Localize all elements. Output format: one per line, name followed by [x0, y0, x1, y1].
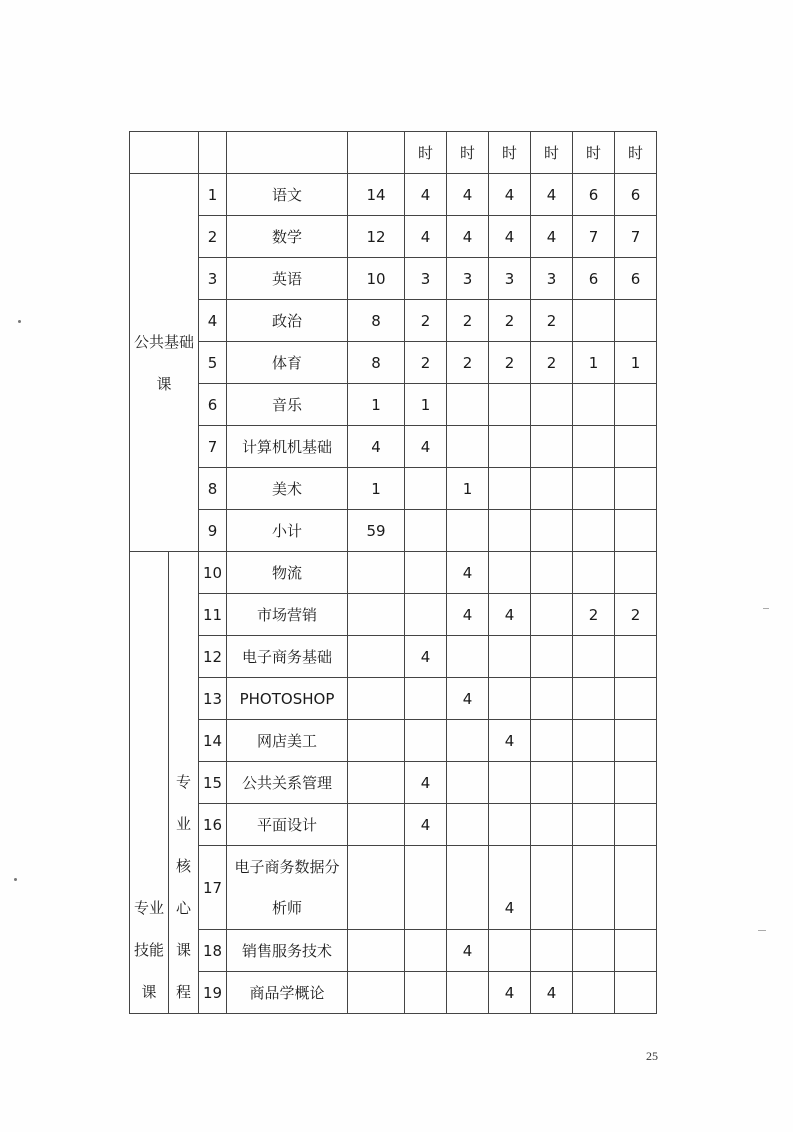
semester-hours: 4: [447, 216, 489, 258]
semester-hours: [489, 762, 531, 804]
scan-speck: [763, 608, 769, 609]
course-number: 16: [199, 804, 227, 846]
semester-hours: 4: [489, 216, 531, 258]
semester-hours: [615, 300, 657, 342]
header-blank-cell: [199, 132, 227, 174]
table-row: [130, 510, 657, 552]
total-hours: [348, 972, 405, 1014]
semester-hours: [447, 636, 489, 678]
semester-hours: 4: [531, 174, 573, 216]
total-hours: [348, 720, 405, 762]
table-row: [130, 174, 657, 216]
semester-hours: 2: [447, 300, 489, 342]
total-hours: 8: [348, 342, 405, 384]
semester-hours: [573, 552, 615, 594]
course-name: 销售服务技术: [227, 930, 348, 972]
semester-hours: [447, 510, 489, 552]
group-label-line: 技能: [133, 941, 164, 959]
course-number: 2: [199, 216, 227, 258]
course-number: 15: [199, 762, 227, 804]
course-name: 商品学概论: [227, 972, 348, 1014]
semester-hours: 6: [573, 258, 615, 300]
semester-hours: [573, 384, 615, 426]
semester-hours: [573, 678, 615, 720]
course-name: [227, 846, 348, 930]
course-name-line: 电子商务数据分: [234, 857, 340, 876]
semester-hours: [447, 972, 489, 1014]
course-number: 10: [199, 552, 227, 594]
semester-hours: [615, 720, 657, 762]
course-name: 物流: [227, 552, 348, 594]
course-number: 1: [199, 174, 227, 216]
course-name: 美术: [227, 468, 348, 510]
table-row: [130, 468, 657, 510]
semester-hours: 2: [531, 300, 573, 342]
subgroup-label-char: 心: [175, 899, 191, 917]
semester-hours: [489, 678, 531, 720]
page-number: 25: [646, 1049, 658, 1063]
subgroup-core-label: [169, 552, 199, 1014]
table-row: [130, 972, 657, 1014]
semester-hours: [615, 426, 657, 468]
table-row: [130, 216, 657, 258]
semester-hours: [489, 930, 531, 972]
table-row: [130, 258, 657, 300]
semester-hours: [531, 930, 573, 972]
semester-hours: 7: [573, 216, 615, 258]
semester-hours: [531, 426, 573, 468]
course-number: 18: [199, 930, 227, 972]
course-number: 8: [199, 468, 227, 510]
semester-hours: 4: [447, 552, 489, 594]
semester-hours: [573, 468, 615, 510]
table-row: [130, 426, 657, 468]
semester-hours: 6: [615, 174, 657, 216]
semester-hours: [615, 846, 657, 930]
total-hours: [348, 678, 405, 720]
group-label-line: 课: [156, 374, 172, 393]
course-name: 网店美工: [227, 720, 348, 762]
semester-hours: 4: [405, 216, 447, 258]
semester-hours: 4: [531, 216, 573, 258]
scan-speck: [758, 930, 766, 931]
semester-hours: [615, 510, 657, 552]
semester-hours: [447, 384, 489, 426]
scan-speck: [14, 878, 17, 881]
subgroup-label-char: 业: [175, 815, 191, 833]
semester-hours: 2: [489, 300, 531, 342]
semester-hours: 4: [447, 594, 489, 636]
semester-hours: [531, 804, 573, 846]
subgroup-label-char: 课: [175, 941, 191, 959]
semester-hours: [531, 384, 573, 426]
total-hours: [348, 804, 405, 846]
semester-hours: [573, 972, 615, 1014]
semester-hours: [615, 762, 657, 804]
course-schedule-table: [129, 131, 657, 1014]
semester-hours: [405, 510, 447, 552]
semester-hours: [615, 930, 657, 972]
semester-hours: [615, 678, 657, 720]
course-number: 4: [199, 300, 227, 342]
total-hours: [348, 594, 405, 636]
total-hours: 59: [348, 510, 405, 552]
semester-hours: [573, 636, 615, 678]
table-row: [130, 930, 657, 972]
header-hours-label: 时: [573, 132, 615, 174]
total-hours: 10: [348, 258, 405, 300]
semester-hours: [573, 762, 615, 804]
subgroup-label-char: 核: [175, 857, 191, 875]
semester-hours: [405, 972, 447, 1014]
group-public-label: [130, 174, 199, 552]
table-row: [130, 720, 657, 762]
course-name: 市场营销: [227, 594, 348, 636]
header-total-cell: [348, 132, 405, 174]
semester-hours: 4: [447, 174, 489, 216]
total-hours: 1: [348, 468, 405, 510]
header-hours-label: 时: [405, 132, 447, 174]
course-name: 公共关系管理: [227, 762, 348, 804]
semester-hours: 1: [447, 468, 489, 510]
course-name: 音乐: [227, 384, 348, 426]
semester-hours: [531, 510, 573, 552]
group-label-stack: [130, 552, 168, 1013]
course-name: 计算机机基础: [227, 426, 348, 468]
semester-hours: [405, 678, 447, 720]
semester-hours: 4: [405, 762, 447, 804]
semester-hours: [489, 510, 531, 552]
semester-hours: [573, 846, 615, 930]
course-name: 语文: [227, 174, 348, 216]
semester-hours: [531, 720, 573, 762]
semester-hours: [573, 930, 615, 972]
semester-hours: [489, 636, 531, 678]
semester-hours: 2: [489, 342, 531, 384]
header-name-cell: [227, 132, 348, 174]
semester-hours: 1: [405, 384, 447, 426]
total-hours: 8: [348, 300, 405, 342]
semester-hours: [531, 552, 573, 594]
semester-hours: [573, 300, 615, 342]
semester-hours: [405, 846, 447, 930]
header-hours-label: 时: [447, 132, 489, 174]
semester-hours: [405, 552, 447, 594]
semester-hours: [489, 804, 531, 846]
course-number: 12: [199, 636, 227, 678]
semester-hours: [447, 720, 489, 762]
semester-hours: 4: [447, 930, 489, 972]
semester-hours: 6: [615, 258, 657, 300]
semester-hours: 4: [489, 972, 531, 1014]
total-hours: [348, 846, 405, 930]
semester-hours: [489, 468, 531, 510]
semester-hours: 2: [573, 594, 615, 636]
semester-hours: 2: [405, 300, 447, 342]
header-hours-label: 时: [615, 132, 657, 174]
scan-speck: [18, 320, 21, 323]
total-hours: 12: [348, 216, 405, 258]
semester-hours: [615, 552, 657, 594]
semester-hours: [573, 720, 615, 762]
course-name: 平面设计: [227, 804, 348, 846]
subgroup-label-stack: [169, 552, 198, 1013]
course-name: 电子商务基础: [227, 636, 348, 678]
semester-hours: 3: [447, 258, 489, 300]
table-row: [130, 678, 657, 720]
semester-hours: [573, 804, 615, 846]
table-row: [130, 342, 657, 384]
semester-hours: [615, 972, 657, 1014]
table-row: [130, 804, 657, 846]
table-row: [130, 636, 657, 678]
semester-hours: [447, 426, 489, 468]
semester-hours: 2: [615, 594, 657, 636]
course-number: 19: [199, 972, 227, 1014]
semester-hours: [531, 636, 573, 678]
total-hours: 14: [348, 174, 405, 216]
course-name-line: 析师: [271, 898, 302, 917]
total-hours: [348, 636, 405, 678]
course-number: 13: [199, 678, 227, 720]
semester-hours: 2: [531, 342, 573, 384]
table-row: [130, 594, 657, 636]
semester-hours: 4: [405, 804, 447, 846]
semester-hours: 4: [489, 594, 531, 636]
course-number: 11: [199, 594, 227, 636]
total-hours: [348, 762, 405, 804]
semester-hours: 4: [489, 174, 531, 216]
group-label-line: 公共基础: [133, 332, 194, 351]
semester-hours: 7: [615, 216, 657, 258]
semester-hours: [489, 384, 531, 426]
semester-hours: [405, 468, 447, 510]
semester-hours: [573, 426, 615, 468]
course-name: 体育: [227, 342, 348, 384]
course-number: 14: [199, 720, 227, 762]
semester-hours: 3: [531, 258, 573, 300]
semester-hours: 4: [531, 972, 573, 1014]
semester-hours: 1: [573, 342, 615, 384]
semester-hours: 2: [447, 342, 489, 384]
group-skills-label: [130, 552, 169, 1014]
semester-hours: [615, 636, 657, 678]
table-row: [130, 552, 657, 594]
table-row: [130, 384, 657, 426]
semester-hours: [405, 594, 447, 636]
header-hours-label: 时: [489, 132, 531, 174]
subgroup-label-char: 程: [175, 983, 191, 1001]
semester-hours: [573, 510, 615, 552]
total-hours: 1: [348, 384, 405, 426]
semester-hours: 4: [489, 720, 531, 762]
table-row: [130, 300, 657, 342]
total-hours: 4: [348, 426, 405, 468]
course-number: 3: [199, 258, 227, 300]
course-name: 政治: [227, 300, 348, 342]
course-number: 7: [199, 426, 227, 468]
course-number: 17: [199, 846, 227, 930]
semester-hours: [405, 930, 447, 972]
semester-hours: [489, 426, 531, 468]
semester-hours: [615, 468, 657, 510]
course-name: 小计: [227, 510, 348, 552]
semester-hours: [489, 552, 531, 594]
semester-hours: [531, 594, 573, 636]
group-label-line: 专业: [133, 899, 164, 917]
subgroup-label-char: 专: [175, 773, 191, 791]
semester-hours: 4: [405, 636, 447, 678]
semester-hours: [447, 846, 489, 930]
group-label-line: 课: [141, 983, 157, 1001]
table-row: [130, 846, 657, 930]
semester-hours: 1: [615, 342, 657, 384]
semester-hours: 6: [573, 174, 615, 216]
semester-hours: [447, 804, 489, 846]
course-number: 6: [199, 384, 227, 426]
semester-hours: [531, 678, 573, 720]
course-name: 英语: [227, 258, 348, 300]
total-hours: [348, 930, 405, 972]
semester-hours: 2: [405, 342, 447, 384]
header-row: [130, 132, 657, 174]
header-category-cell: [130, 132, 199, 174]
header-hours-label: 时: [531, 132, 573, 174]
semester-hours: 4: [489, 846, 531, 930]
semester-hours: [531, 468, 573, 510]
course-name: PHOTOSHOP: [227, 678, 348, 720]
semester-hours: 4: [405, 426, 447, 468]
course-name: 数学: [227, 216, 348, 258]
semester-hours: 4: [405, 174, 447, 216]
course-number: 5: [199, 342, 227, 384]
course-number: 9: [199, 510, 227, 552]
semester-hours: 4: [447, 678, 489, 720]
table-row: [130, 762, 657, 804]
semester-hours: [405, 720, 447, 762]
semester-hours: 3: [489, 258, 531, 300]
semester-hours: [531, 846, 573, 930]
semester-hours: [615, 384, 657, 426]
semester-hours: 3: [405, 258, 447, 300]
semester-hours: [447, 762, 489, 804]
total-hours: [348, 552, 405, 594]
semester-hours: [531, 762, 573, 804]
semester-hours: [615, 804, 657, 846]
